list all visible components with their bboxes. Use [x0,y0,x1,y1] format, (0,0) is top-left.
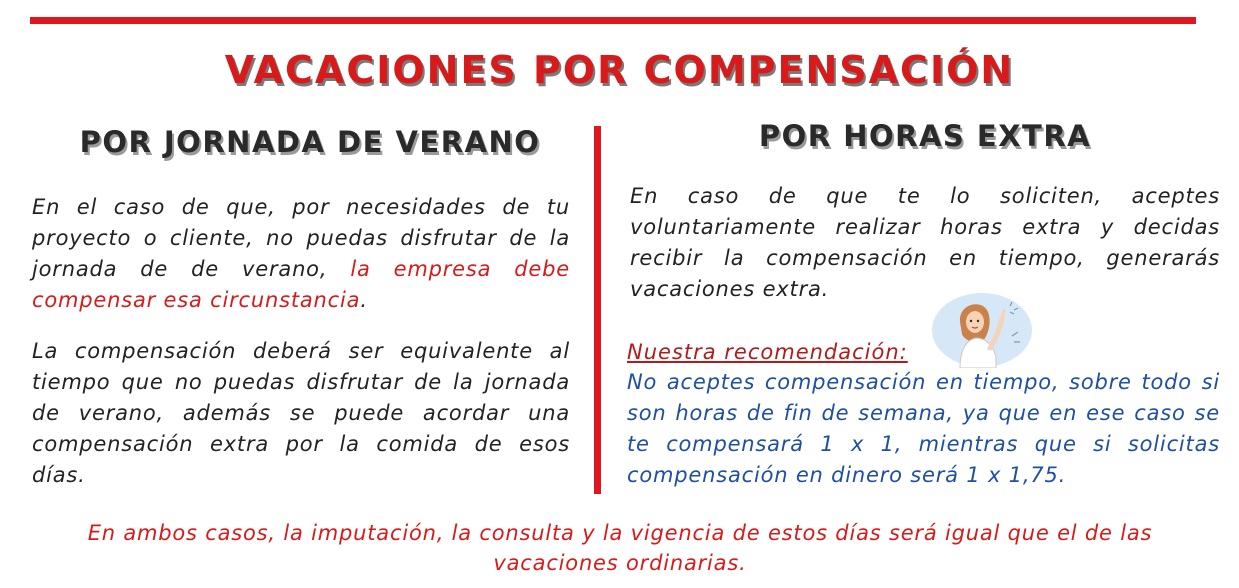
recommendation-text: No aceptes compensación en tiempo, sobre todo si son horas de fin de semana, ya que en ese caso se te compensará 1 x 1, mientras que si solicitas compensación en dinero será 1 x 1,75. [627,370,1220,487]
left-paragraph-1-highlight: la empresa debe compensar esa circunstancia [32,257,570,312]
top-rule [30,17,1196,24]
right-paragraph-1: En caso de que te lo soliciten, aceptes voluntariamente realizar horas extra y decidas recibir la compensación en tiempo, generarás vacaciones extra. [630,184,1220,301]
footer-note: En ambos casos, la imputación, la consulta y la vigencia de estos días será igual que el de las vacaciones ordinarias. [87,521,1153,575]
recommendation-heading: Nuestra recomendación: [627,340,908,364]
page-title: VACACIONES POR COMPENSACIÓN [224,48,1015,92]
left-paragraph-1-text: En el caso de que, por necesidades de tu proyecto o cliente, no puedas disfrutar de la jornada de de verano, [32,195,570,281]
left-paragraph-1-end: . [360,288,368,312]
left-column-heading: POR JORNADA DE VERANO [79,125,541,159]
left-paragraph-2: La compensación deberá ser equivalente al tiempo que no puedas disfrutar de la jornada de verano, además se puede acordar una compensación extra por la comida de esos días. [32,339,570,487]
right-column-heading: POR HORAS EXTRA [758,119,1092,153]
column-divider [594,126,601,494]
left-paragraph-1 [32,192,570,316]
woman-pointing-icon [930,292,1034,368]
